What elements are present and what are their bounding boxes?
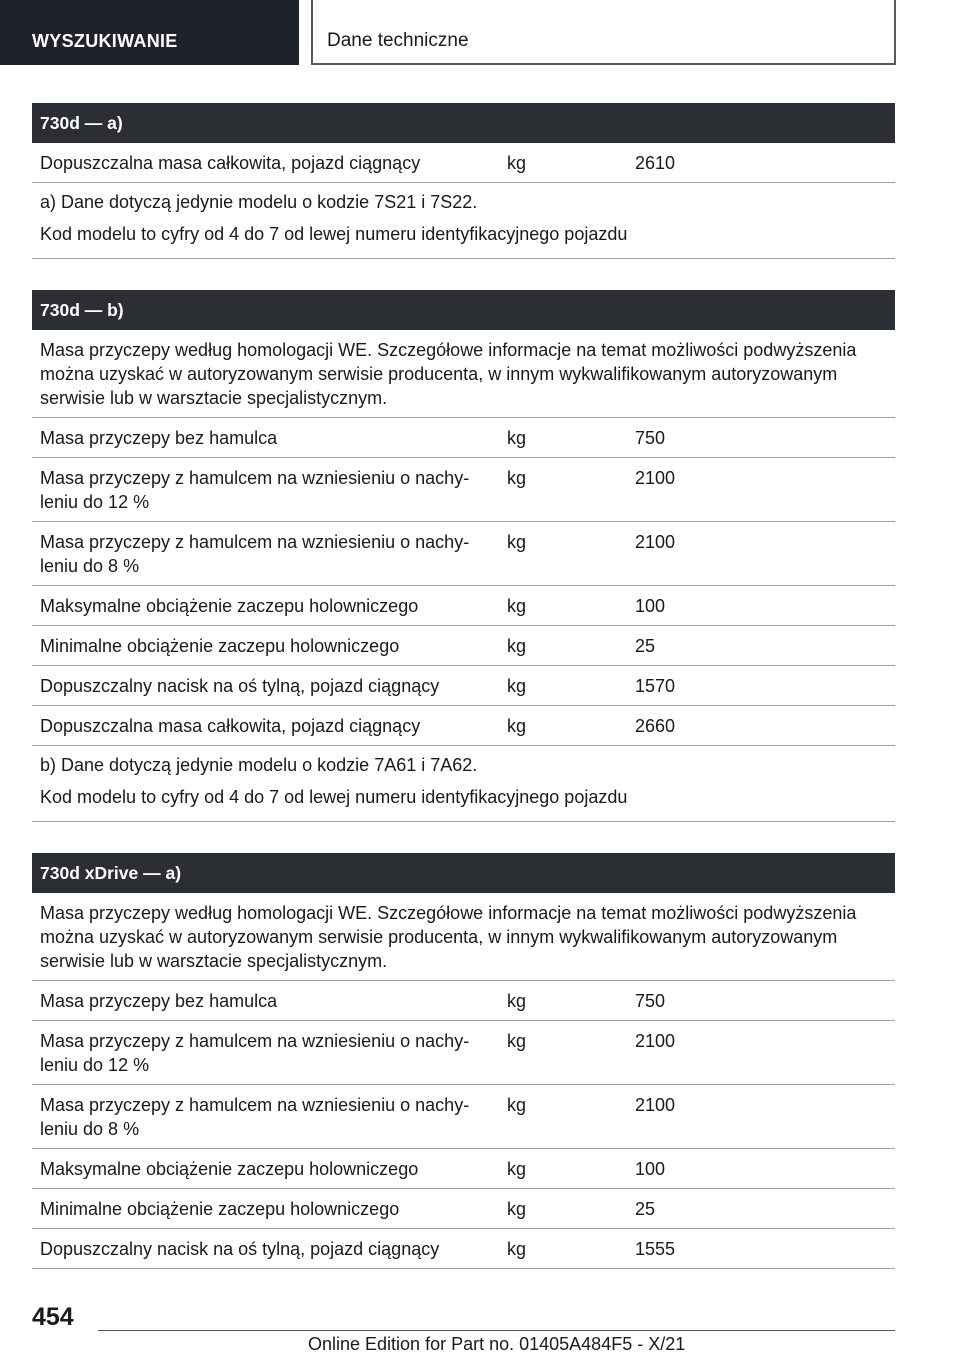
- row-value: 2610: [635, 153, 676, 173]
- row-label: Masa przyczepy z hamulcem na wzniesieniu o nachyleniu do 8 %: [40, 532, 470, 576]
- row-unit: kg: [507, 1199, 527, 1219]
- row-unit: kg: [507, 636, 527, 656]
- table-row: [32, 626, 895, 666]
- row-unit: kg: [507, 532, 527, 552]
- section-tab[interactable]: Dane techniczne: [311, 0, 896, 65]
- row-value: 1555: [635, 1239, 676, 1259]
- row-value: 2100: [635, 532, 676, 552]
- row-label: Maksymalne obciążenie zaczepu holowniczego: [40, 596, 419, 616]
- table-row: [32, 418, 895, 458]
- row-value: 100: [635, 596, 666, 616]
- row-unit: kg: [507, 991, 527, 1011]
- table-row: [32, 522, 895, 586]
- row-unit: kg: [507, 716, 527, 736]
- row-value: 2100: [635, 1095, 676, 1115]
- row-value: 1570: [635, 676, 676, 696]
- row-unit: kg: [507, 1239, 527, 1259]
- row-value: 25: [635, 636, 656, 656]
- row-value: 2100: [635, 468, 676, 488]
- footnote: Kod modelu to cyfry od 4 do 7 od lewej numeru identyfikacyjnego pojazdu: [40, 224, 628, 244]
- row-unit: kg: [507, 428, 527, 448]
- table-row: [32, 666, 895, 706]
- row-unit: kg: [507, 676, 527, 696]
- row-label: Masa przyczepy z hamulcem na wzniesieniu o nachyleniu do 12 %: [40, 468, 470, 512]
- table-row: [32, 1021, 895, 1085]
- row-value: 750: [635, 991, 666, 1011]
- row-unit: kg: [507, 596, 527, 616]
- table-notes: [32, 183, 895, 259]
- table-row: [32, 586, 895, 626]
- table-row: [32, 458, 895, 522]
- row-unit: kg: [507, 1159, 527, 1179]
- spec-table: [32, 103, 895, 259]
- footer-edition: Online Edition for Part no. 01405A484F5 - X/21: [308, 1334, 686, 1354]
- table-title: 730d — b): [32, 290, 895, 330]
- table-row: [32, 1229, 895, 1269]
- spec-content: [32, 103, 895, 1300]
- footnote: Kod modelu to cyfry od 4 do 7 od lewej numeru identyfikacyjnego pojazdu: [40, 787, 628, 807]
- table-row: [32, 1149, 895, 1189]
- row-unit: kg: [507, 468, 527, 488]
- table-intro: Masa przyczepy według homologacji WE. Szczegółowe informacje na temat możliwości podwyższenia można uzyskać w autoryzowanym serwisie producenta, w innym wykwalifikowanym autoryzowanym serwisie lub w warsztacie specjalistycznym.: [32, 330, 895, 418]
- table-row: [32, 1189, 895, 1229]
- table-title: 730d xDrive — a): [32, 853, 895, 893]
- row-unit: kg: [507, 153, 527, 173]
- row-label: Masa przyczepy bez hamulca: [40, 428, 278, 448]
- row-label: Dopuszczalna masa całkowita, pojazd ciągnący: [40, 153, 421, 173]
- row-label: Masa przyczepy bez hamulca: [40, 991, 278, 1011]
- row-label: Dopuszczalny nacisk na oś tylną, pojazd ciągnący: [40, 1239, 440, 1259]
- row-value: 2100: [635, 1031, 676, 1051]
- row-label: Maksymalne obciążenie zaczepu holowniczego: [40, 1159, 419, 1179]
- search-tab[interactable]: WYSZUKIWANIE: [0, 0, 299, 65]
- table-notes: [32, 746, 895, 822]
- row-value: 2660: [635, 716, 676, 736]
- row-unit: kg: [507, 1095, 527, 1115]
- row-label: Dopuszczalna masa całkowita, pojazd ciągnący: [40, 716, 421, 736]
- row-unit: kg: [507, 1031, 527, 1051]
- table-title: 730d — a): [32, 103, 895, 143]
- row-value: 750: [635, 428, 666, 448]
- table-row: [32, 143, 895, 183]
- spec-table: [32, 290, 895, 822]
- row-label: Masa przyczepy z hamulcem na wzniesieniu o nachyleniu do 8 %: [40, 1095, 470, 1139]
- row-label: Minimalne obciążenie zaczepu holowniczego: [40, 636, 400, 656]
- page-number: 454: [32, 1303, 74, 1331]
- footnote: a) Dane dotyczą jedynie modelu o kodzie 7S21 i 7S22.: [40, 192, 478, 212]
- row-label: Minimalne obciążenie zaczepu holowniczego: [40, 1199, 400, 1219]
- footer-divider: [98, 1330, 895, 1331]
- row-label: Masa przyczepy z hamulcem na wzniesieniu o nachyleniu do 12 %: [40, 1031, 470, 1075]
- table-row: [32, 1085, 895, 1149]
- spec-table: [32, 853, 895, 1269]
- row-value: 25: [635, 1199, 656, 1219]
- table-intro: Masa przyczepy według homologacji WE. Szczegółowe informacje na temat możliwości podwyższenia można uzyskać w autoryzowanym serwisie producenta, w innym wykwalifikowanym autoryzowanym serwisie lub w warsztacie specjalistycznym.: [32, 893, 895, 981]
- table-row: [32, 981, 895, 1021]
- table-row: [32, 706, 895, 746]
- footnote: b) Dane dotyczą jedynie modelu o kodzie 7A61 i 7A62.: [40, 755, 478, 775]
- row-value: 100: [635, 1159, 666, 1179]
- row-label: Dopuszczalny nacisk na oś tylną, pojazd ciągnący: [40, 676, 440, 696]
